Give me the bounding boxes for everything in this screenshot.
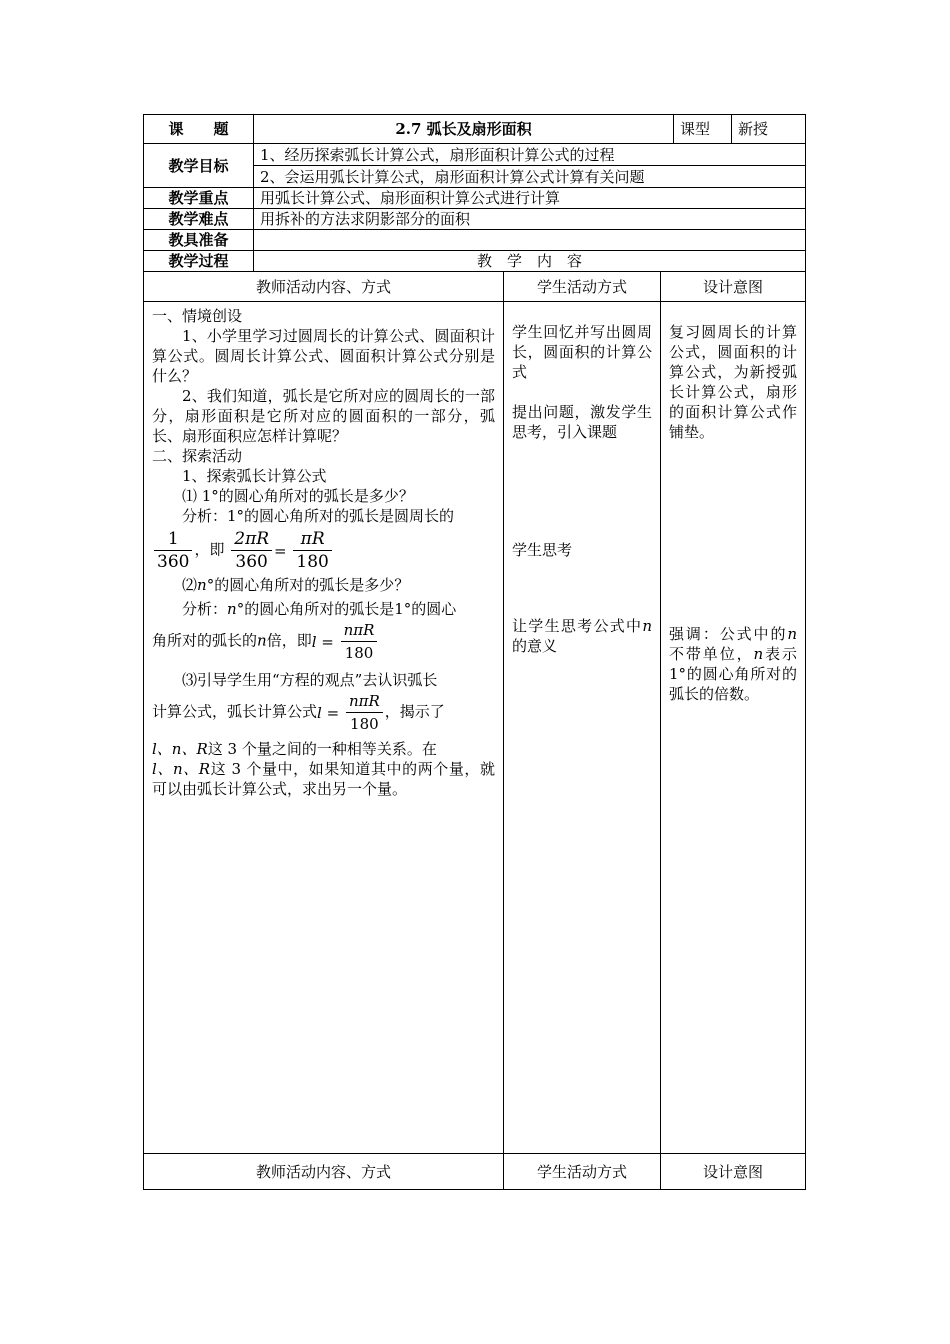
design-column-header: 设计意图 [661,272,806,302]
student-note: 学生回忆并写出圆周长，圆面积的计算公式 [512,323,652,381]
student-column-header: 学生活动方式 [504,272,661,302]
fraction: $\frac{\text{nπR}}{180}$ [341,619,378,664]
difficulty-value: 用拆补的方法求阴影部分的面积 [254,209,806,230]
objectives-label: 教学目标 [144,144,254,188]
lesson-type-label: 课型 [674,115,732,144]
formula-line: 角所对的弧长的n倍，即l = $\frac{\text{nπR}}{180}$ [152,619,495,664]
key-point-value: 用弧长计算公式、扇形面积计算公式进行计算 [254,188,806,209]
paragraph: l、n、R这 3 个量之间的一种相等关系。在 [152,740,437,758]
student-column-footer: 学生活动方式 [504,1154,661,1190]
topic-label: 课 题 [144,115,254,144]
formula-line: 计算公式，弧长计算公式l = $\frac{\text{nπR}}{180}$ ，揭示了 [152,692,445,733]
fraction: $\frac{2\pi R}{360}$ [231,528,272,573]
analysis: 分析：1°的圆心角所对的弧长是圆周长的 [182,507,455,525]
lesson-plan-table [143,114,806,1190]
teacher-column-header: 教师活动内容、方式 [144,272,504,302]
objective-item-1: 1、经历探索弧长计算公式，扇形面积计算公式的过程 [254,144,806,166]
formula-line: $\frac{1}{360}$ ，即 $\frac{2\pi R}{360}$ = $\frac{\pi R}{180}$ [152,528,495,573]
materials-value [254,230,806,251]
design-note: 强调：公式中的n不带单位，n表示 1°的圆心角所对的弧长的倍数。 [669,625,798,703]
fraction: $\frac{\text{nπR}}{180}$ [346,690,383,735]
key-point-label: 教学重点 [144,188,254,209]
student-note: 提出问题，激发学生思考，引入课题 [512,403,652,441]
student-note: 让学生思考公式中n的意义 [512,617,652,655]
design-column-footer: 设计意图 [661,1154,806,1190]
question: ⑵n°的圆心角所对的弧长是多少？ [182,576,410,594]
student-activity-content [504,302,661,1154]
design-intent-content [661,302,806,1154]
process-value: 教 学 内 容 [254,251,806,272]
teacher-activity-content [144,302,504,1154]
paragraph: l、n、R这 3 个量中，如果知道其中的两个量，就可以由弧长计算公式，求出另一个量。 [152,760,495,798]
fraction: $\frac{1}{360}$ [154,528,192,573]
teacher-column-footer: 教师活动内容、方式 [144,1154,504,1190]
difficulty-label: 教学难点 [144,209,254,230]
lesson-type-value: 新授 [732,115,806,144]
paragraph: 2、我们知道，弧长是它所对应的圆周长的一部分，扇形面积是它所对应的圆面积的一部分，弧长、扇形面积应怎样计算呢？ [152,387,495,445]
section-title: 二、探索活动 [152,447,243,465]
student-note: 学生思考 [512,541,573,559]
analysis: 分析：n°的圆心角所对的弧长是1°的圆心 [182,600,457,618]
subsection-title: 1、探索弧长计算公式 [182,467,327,485]
topic-value: 2.7 弧长及扇形面积 [254,115,674,144]
design-note: 复习圆周长的计算公式，圆面积的计算公式，为新授弧长计算公式，扇形的面积计算公式作铺垫。 [669,323,798,441]
lesson-plan-page [143,114,805,1190]
paragraph: ⑶引导学生用“方程的观点”去认识弧长 [182,671,438,689]
materials-label: 教具准备 [144,230,254,251]
section-title: 一、情境创设 [152,307,243,325]
paragraph: 1、小学里学习过圆周长的计算公式、圆面积计算公式。圆周长计算公式、圆面积计算公式分别是什么？ [152,327,495,385]
objective-item-2: 2、会运用弧长计算公式，扇形面积计算公式计算有关问题 [254,166,806,188]
question: ⑴ 1°的圆心角所对的弧长是多少？ [182,487,414,505]
fraction: $\frac{\pi R}{180}$ [293,528,331,573]
process-label: 教学过程 [144,251,254,272]
